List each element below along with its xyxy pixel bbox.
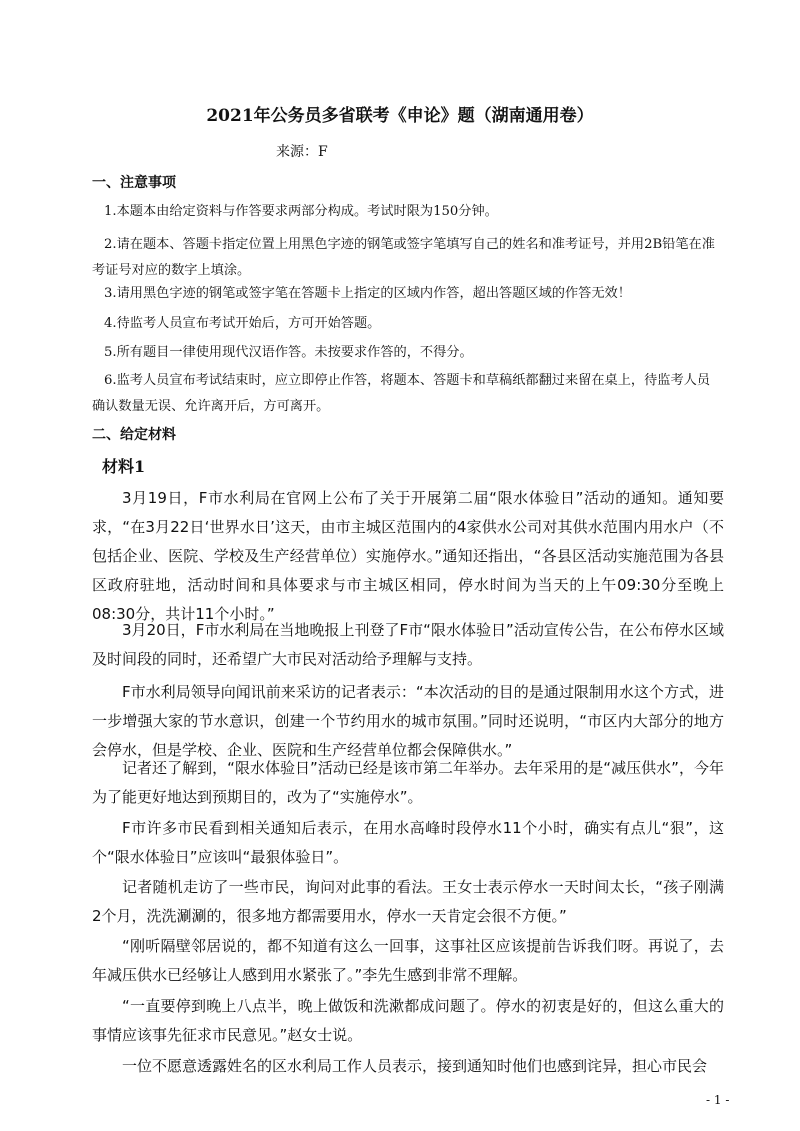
section-heading-materials: 二、给定材料 — [92, 427, 176, 443]
note-item: 4.待监考人员宣布考试开始后，方可开始答题。 — [104, 316, 381, 331]
note-item: 5.所有题目一律使用现代汉语作答。未按要求作答的，不得分。 — [104, 345, 473, 360]
material-paragraph: 一位不愿意透露姓名的区水利局工作人员表示，接到通知时他们也感到诧异，担心市民会 — [122, 1057, 708, 1075]
material-paragraph: “刚听隔壁邻居说的，都不知道有这么一回事，这事社区应该提前告诉我们呀。再说了，去年减压供水已经够让人感到用水紧张了。”李先生感到非常不理解。 — [92, 937, 724, 984]
material-paragraph: F市许多市民看到相关通知后表示，在用水高峰时段停水11个小时，确实有点儿“狠”，这个“限水体验日”应该叫“最狠体验日”。 — [92, 819, 724, 866]
material-paragraph: 记者随机走访了一些市民，询问对此事的看法。王女士表示停水一天时间太长，“孩子刚满2个月，洗洗涮涮的，很多地方都需要用水，停水一天肯定会很不方便。” — [92, 878, 724, 925]
material-paragraph: “一直要停到晚上八点半，晚上做饭和洗漱都成问题了。停水的初衷是好的，但这么重大的事情应该事先征求市民意见。”赵女士说。 — [92, 997, 724, 1044]
note-item: 1.本题本由给定资料与作答要求两部分构成。考试时限为150分钟。 — [104, 204, 498, 219]
page-number: - 1 - — [706, 1093, 730, 1107]
document-title: 2021年公务员多省联考《申论》题（湖南通用卷） — [206, 106, 594, 126]
note-item: 3.请用黑色字迹的钢笔或签字笔在答题卡上指定的区域内作答，超出答题区域的作答无效！ — [104, 286, 631, 301]
material-paragraph: 3月19日，F市水利局在官网上公布了关于开展第二届“限水体验日”活动的通知。通知要求，“在3月22日‘世界水日’这天，由市主城区范围内的4家供水公司对其供水范围内用水户（不包括企业、医院、学校及生产经营单位）实施停水。”通知还指出，“各县区活动实施范围为各县区政府驻地，活动时间和具体要求与市主城区相同，停水时间为当天的上午09:30分至晚上08:30分，共计11个小时。” — [92, 489, 724, 623]
document-source: 来源：F — [276, 144, 328, 160]
material-paragraph: 3月20日，F市水利局在当地晚报上刊登了F市“限水体验日”活动宣传公告，在公布停水区域及时间段的同时，还希望广大市民对活动给予理解与支持。 — [92, 621, 724, 668]
material-title: 材料1 — [102, 457, 146, 476]
note-item: 2.请在题本、答题卡指定位置上用黑色字迹的钢笔或签字笔填写自己的姓名和准考证号，并用2B铅笔在准考证号对应的数字上填涂。 — [92, 237, 715, 278]
material-paragraph: 记者还了解到，“限水体验日”活动已经是该市第二年举办。去年采用的是“减压供水”，今年为了能更好地达到预期目的，改为了“实施停水”。 — [92, 759, 724, 806]
section-heading-notes: 一、注意事项 — [92, 175, 176, 191]
note-item: 6.监考人员宣布考试结束时，应立即停止作答，将题本、答题卡和草稿纸都翻过来留在桌上，待监考人员确认数量无误、允许离开后，方可离开。 — [92, 373, 711, 414]
material-paragraph: F市水利局领导向闻讯前来采访的记者表示：“本次活动的目的是通过限制用水这个方式，进一步增强大家的节水意识，创建一个节约用水的城市氛围。”同时还说明，“市区内大部分的地方会停水，但是学校、企业、医院和生产经营单位都会保障供水。” — [92, 683, 724, 759]
